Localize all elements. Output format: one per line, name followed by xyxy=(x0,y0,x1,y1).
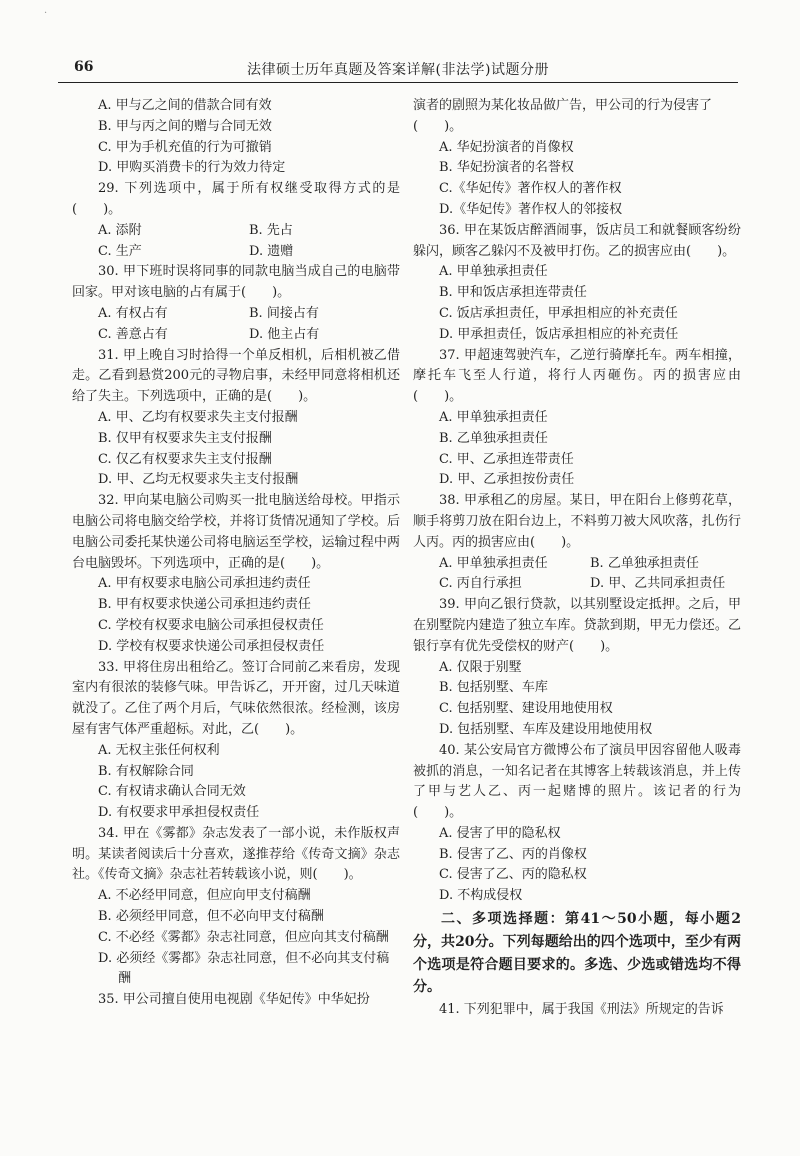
question-text: 41. 下列犯罪中，属于我国《刑法》所规定的告诉 xyxy=(439,1002,724,1018)
option-text: A. 不必经甲同意，但应向甲支付稿酬 xyxy=(98,888,311,904)
option-text: C. 丙自行承担 xyxy=(439,576,522,592)
option-text: B. 侵害了乙、丙的肖像权 xyxy=(439,846,587,862)
option-text: C. 有权请求确认合同无效 xyxy=(98,784,246,800)
question-text: 30. 甲下班时误将同事的同款电脑当成自己的电脑带回家。甲对该电脑的占有属于( )。 xyxy=(72,264,400,301)
option-row xyxy=(72,304,400,325)
option-text: D. 他主占有 xyxy=(249,326,320,342)
scan-mark: · xyxy=(44,8,48,19)
section-heading: 二、多项选择题：第41～50小题，每小题2分，共20分。下列每题给出的四个选项中，至少有两个选项是符合题目要求的。多选、少选或错选均不得分。 xyxy=(413,911,741,996)
option-text: A. 添附 xyxy=(98,222,142,238)
option-text: C. 善意占有 xyxy=(98,326,168,342)
option-text: C. 饭店承担责任，甲承担相应的补充责任 xyxy=(439,305,678,321)
question-text: 34. 甲在《雾都》杂志发表了一部小说，未作版权声明。某读者阅读后十分喜欢，遂推荐给《传奇文摘》杂志社。《传奇文摘》杂志社若转载该小说，则( )。 xyxy=(72,825,400,883)
option-text: D. 甲、乙共同承担责任 xyxy=(590,576,726,592)
option-text: C. 学校有权要求电脑公司承担侵权责任 xyxy=(98,617,324,633)
option-text: A. 甲与乙之间的借款合同有效 xyxy=(98,98,272,113)
option-text: A. 甲单独承担责任 xyxy=(439,409,548,425)
question-text: 35. 甲公司擅自使用电视剧《华妃传》中华妃扮 xyxy=(98,992,370,1008)
option-text: D. 包括别墅、车库及建设用地使用权 xyxy=(439,721,653,737)
option-text: A. 甲单独承担责任 xyxy=(439,264,548,280)
option-text: D. 甲、乙均无权要求失主支付报酬 xyxy=(98,472,299,488)
option-text: C. 侵害了乙、丙的隐私权 xyxy=(439,867,587,883)
option-text: D. 甲、乙承担按份责任 xyxy=(439,472,575,488)
option-row xyxy=(413,554,741,575)
option-text: B. 有权解除合同 xyxy=(98,763,194,779)
question-continuation: 演者的剧照为某化妆品做广告，甲公司的行为侵害了( )。 xyxy=(413,98,713,134)
option-text: B. 必须经甲同意，但不必向甲支付稿酬 xyxy=(98,909,324,925)
option-text: B. 乙单独承担责任 xyxy=(439,430,548,446)
option-text: D. 不构成侵权 xyxy=(439,888,523,904)
option-text: D. 必须经《雾都》杂志社同意，但不必向其支付稿酬 xyxy=(98,950,390,987)
option-text: A. 侵害了甲的隐私权 xyxy=(439,825,561,841)
option-text: B. 甲有权要求快递公司承担违约责任 xyxy=(98,597,311,613)
option-text: B. 乙单独承担责任 xyxy=(590,555,699,571)
question-text: 32. 甲向某电脑公司购买一批电脑送给母校。甲指示电脑公司将电脑交给学校，并将订货情况通知了学校。后电脑公司委托某快递公司将电脑运至学校，运输过程中两台电脑毁坏。下列选项中，正确的是( )。 xyxy=(72,493,400,571)
question-text: 39. 甲向乙银行贷款，以其别墅设定抵押。之后，甲在别墅院内建造了独立车库。贷款到期，甲无力偿还。乙银行享有优先受偿权的财产( )。 xyxy=(413,597,741,654)
page-number: 66 xyxy=(74,59,94,75)
option-text: D. 甲购买消费卡的行为效力待定 xyxy=(98,160,286,176)
option-text: B. 仅甲有权要求失主支付报酬 xyxy=(98,430,272,446)
option-text: C. 甲、乙承担连带责任 xyxy=(439,451,574,467)
option-text: C.《华妃传》著作权人的著作权 xyxy=(439,181,622,197)
option-text: D. 有权要求甲承担侵权责任 xyxy=(98,805,260,821)
option-text: B. 甲与丙之间的赠与合同无效 xyxy=(98,118,272,134)
option-text: A. 仅限于别墅 xyxy=(439,659,522,675)
option-text: A. 无权主张任何权利 xyxy=(98,742,220,758)
book-title: 法律硕士历年真题及答案详解(非法学)试题分册 xyxy=(247,62,549,78)
option-text: C. 生产 xyxy=(98,243,142,259)
option-text: A. 甲单独承担责任 xyxy=(439,555,548,571)
question-text: 36. 甲在某饭店醉酒闹事，饭店员工和就餐顾客纷纷躲闪，顾客乙躲闪不及被甲打伤。乙的损害应由( )。 xyxy=(413,222,741,259)
option-text: A. 甲、乙均有权要求失主支付报酬 xyxy=(98,409,298,425)
option-text: C. 包括别墅、建设用地使用权 xyxy=(439,701,613,717)
page-header xyxy=(58,52,738,83)
question-text: 37. 甲超速驾驶汽车，乙逆行骑摩托车。两车相撞，摩托车飞至人行道，将行人丙砸伤。丙的损害应由( )。 xyxy=(413,347,741,405)
option-text: D.《华妃传》著作权人的邻接权 xyxy=(439,201,623,217)
option-text: B. 间接占有 xyxy=(249,305,319,321)
option-text: D. 学校有权要求快递公司承担侵权责任 xyxy=(98,638,325,654)
option-row xyxy=(72,242,400,263)
option-text: B. 包括别墅、车库 xyxy=(439,680,548,696)
question-text: 40. 某公安局官方微博公布了演员甲因容留他人吸毒被抓的消息，一知名记者在其博客上转载该消息，并上传了甲与艺人乙、丙一起赌博的照片。该记者的行为( )。 xyxy=(413,742,741,821)
option-text: B. 华妃扮演者的名誉权 xyxy=(439,160,574,176)
question-text: 29. 下列选项中，属于所有权继受取得方式的是( )。 xyxy=(72,181,400,217)
option-text: C. 仅乙有权要求失主支付报酬 xyxy=(98,451,272,467)
right-column xyxy=(413,96,741,1021)
option-text: A. 有权占有 xyxy=(98,305,168,321)
question-text: 31. 甲上晚自习时拾得一个单反相机，后相机被乙借走。乙看到悬赏200元的寻物启事，未经甲同意将相机还给了失主。下列选项中，正确的是( )。 xyxy=(72,347,400,405)
option-text: C. 甲为手机充值的行为可撤销 xyxy=(98,139,272,155)
question-text: 38. 甲承租乙的房屋。某日，甲在阳台上修剪花草，顺手将剪刀放在阳台边上，不料剪刀被大风吹落，扎伤行人丙。丙的损害应由( )。 xyxy=(413,493,741,550)
question-text: 33. 甲将住房出租给乙。签订合同前乙来看房，发现室内有很浓的装修气味。甲告诉乙，开开窗，过几天味道就没了。乙住了两个月后，气味依然很浓。经检测，该房屋有害气体严重超标。对此，乙( )。 xyxy=(72,659,400,737)
option-row xyxy=(413,574,741,595)
option-text: B. 甲和饭店承担连带责任 xyxy=(439,285,587,301)
option-text: A. 华妃扮演者的肖像权 xyxy=(439,139,574,155)
option-row xyxy=(72,325,400,346)
option-row xyxy=(72,221,400,242)
option-text: D. 遗赠 xyxy=(249,243,294,259)
option-text: A. 甲有权要求电脑公司承担违约责任 xyxy=(98,576,311,592)
left-column xyxy=(72,96,400,1011)
option-text: D. 甲承担责任，饭店承担相应的补充责任 xyxy=(439,326,679,342)
option-text: C. 不必经《雾都》杂志社同意，但应向其支付稿酬 xyxy=(98,929,389,945)
option-text: B. 先占 xyxy=(249,222,293,238)
